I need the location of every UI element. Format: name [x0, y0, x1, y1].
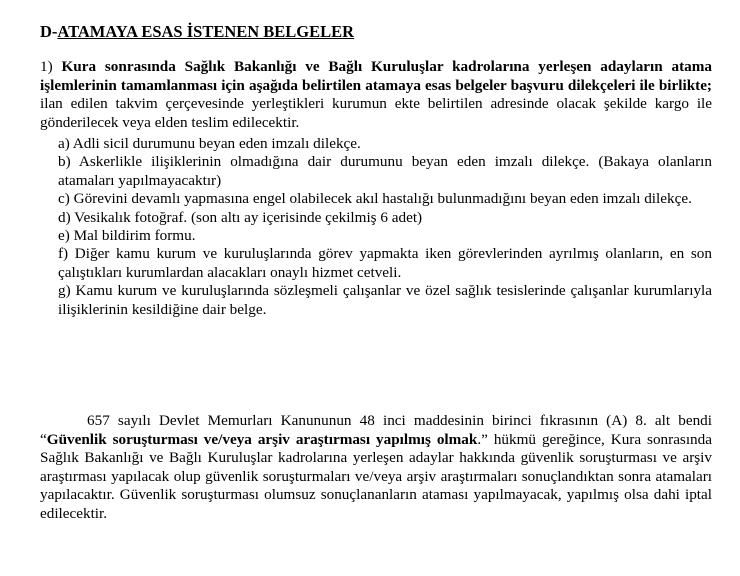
list-item-d: d) Vesikalık fotoğraf. (son altı ay içerisinde çekilmiş 6 adet): [58, 208, 423, 226]
paragraph-2-text-before: 657 sayılı Devlet Memurları Kanununun 48 inci maddesinin birinci fıkrasının (A) 8. alt bendi “: [40, 412, 712, 448]
list-item-e: e) Mal bildirim formu.: [58, 227, 196, 245]
section-prefix: D-: [40, 22, 58, 41]
list-item-g: g) Kamu kurum ve kuruluşlarında sözleşmeli çalışanlar ve özel sağlık tesislerinde çalışanlar kurumlarıyla ilişiklerinin kesildiğine dair belge.: [58, 282, 712, 318]
list-item-b: b) Askerlikle ilişiklerinin olmadığına dair durumunu beyan eden imzalı dilekçe. (Bakaya olanların atamaları yapılmayacaktır): [58, 153, 712, 189]
paragraph-1-number: 1): [40, 58, 53, 75]
list-item-f: f) Diğer kamu kurum ve kuruluşlarında görev yapmakta iken görevlerinden ayrılmış olanların, en son çalıştıkları kurumlardan alacakları onaylı hizmet cetveli.: [58, 245, 712, 281]
section-heading: [40, 22, 354, 42]
list-item-a: a) Adli sicil durumunu beyan eden imzalı dilekçe.: [58, 135, 361, 152]
section-title: ATAMAYA ESAS İSTENEN BELGELER: [57, 22, 355, 41]
paragraph-1-bold-text: Kura sonrasında Sağlık Bakanlığı ve Bağlı Kuruluşlar kadrolarına yerleşen adayların atama işlemlerinin tamamlanması için aşağıda belirtilen atamaya esas belgeler başvuru dilekçeleri ile birlikte;: [40, 58, 713, 94]
paragraph-2-bold-text: Güvenlik soruşturması ve/veya arşiv araştırması yapılmış olmak: [46, 430, 478, 448]
list-item-c: c) Görevini devamlı yapmasına engel olabilecek akıl hastalığı bulunmadığını beyan eden imzalı dilekçe.: [58, 190, 692, 208]
paragraph-1-text: ilan edilen takvim çerçevesinde yerleştikleri kurumun ekte belirtilen adresinde olacak şekilde kargo ile gönderilecek veya elden teslim edilecektir.: [40, 95, 712, 131]
paragraph-2-text-after: .” hükmü gereğince, Kura sonrasında Sağlık Bakanlığı ve Bağlı Kuruluşlar kadrolarına yerleşen adaylar hakkında güvenlik soruşturması ve arşiv araştırması yapılacak olup güvenlik soruşturmaları ve/veya arşiv araştırmaları sonuçlandıktan sonra atamaları yapılacaktır. Güvenlik soruşturması olumsuz sonuçlananların ataması yapılmayacak, yapılmış olsa dahi iptal edilecektir.: [40, 430, 712, 522]
paragraph-1: [40, 58, 712, 132]
document-list: [58, 135, 712, 319]
paragraph-2: [40, 412, 712, 523]
